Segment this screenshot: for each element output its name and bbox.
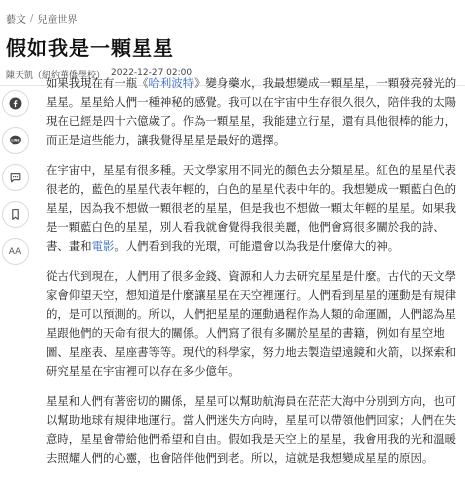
font-size-button[interactable] [2, 238, 29, 265]
breadcrumb-separator: / [30, 13, 34, 24]
breadcrumb [6, 11, 77, 26]
line-share-button[interactable] [2, 127, 29, 154]
comment-button[interactable] [2, 164, 29, 191]
share-toolbar [0, 90, 30, 265]
movie-link[interactable]: 電影 [91, 239, 115, 253]
author[interactable]: 陳天凱（紐約華僑學校） [6, 71, 106, 81]
comment-icon [9, 171, 22, 184]
facebook-share-button[interactable] [2, 90, 29, 117]
facebook-icon [9, 97, 22, 110]
bookmark-icon [9, 208, 22, 221]
harry-potter-link[interactable]: 哈利波特 [148, 76, 195, 90]
article-body [46, 74, 460, 479]
breadcrumb-section[interactable]: 兒童世界 [37, 15, 78, 26]
breadcrumb-category[interactable]: 藝文 [6, 15, 26, 26]
paragraph-text: 在宇宙中，星星有很多種。天文學家用不同光的顏色去分類星星。紅色的星星代表很老的，藍色的星星代表年輕的，白色的星星代表中年的。我想變成一顆藍白色的星星，因為我不想做一顆很老的星星，但是我也不想做一顆太年輕的星星。如果我是一顆藍白色的星星，別人看我就會覺得我很美麗，他們會寫很多關於我的詩、書、畫和 [46, 163, 457, 253]
font-size-icon: AA [8, 246, 22, 257]
bookmark-button[interactable] [2, 201, 29, 228]
paragraph-2 [46, 161, 460, 256]
paragraph-text: 如果我現在有一瓶《 [46, 76, 149, 90]
paragraph-text: 》變身藥水，我最想變成一顆星星，一顆發亮發光的星星。星星給人們一種神秘的感覺。我可以在宇宙中生存很久很久，陪伴我的太陽現在已經是四十六億歲了。作為一顆星星，我能建立行星，還有具他很棒的能力，而正是這些能力，讓我覺得星星是最好的選擇。 [46, 76, 457, 147]
line-icon [9, 134, 22, 147]
timestamp: 2022-12-27 02:00 [111, 68, 193, 78]
paragraph-1 [46, 74, 460, 150]
svg-text:LINE: LINE [10, 138, 20, 143]
page-title: 假如我是一顆星星 [6, 36, 174, 60]
paragraph-4: 星星和人們有著密切的關係，星星可以幫助航海員在茫茫大海中分別到方向，也可以幫助地球有規律地運行。當人們迷失方向時，星星可以帶領他們回家；人們在失意時，星星會帶給他們希望和自由。假如我是天空上的星星，我會用我的光和溫暖去照耀人們的心靈，也會陪伴他們到老。所以，這就是我想變成星星的原因。 [46, 394, 457, 465]
paragraph-3: 從古代到現在，人們用了很多金錢、資源和人力去研究星星是什麼。古代的天文學家會仰望天空，想知道是什麼讓星星在天空裡運行。人們看到星星的運動是有規律的，是可以預測的。所以，人們把星星的運動過程作為人類的命運圖，人們認為星星跟他們的天命有很大的關係。人們寫了很有多關於星星的書籍，例如有星空地圖、星座表、星座書等等。現代的科學家，努力地去製造望遠鏡和火箭，以探索和研究星星在宇宙裡可以存在多少億年。 [46, 269, 457, 378]
paragraph-text: 。人們看到我的光環，可能還會以為我是什麼偉大的神。 [114, 239, 400, 253]
